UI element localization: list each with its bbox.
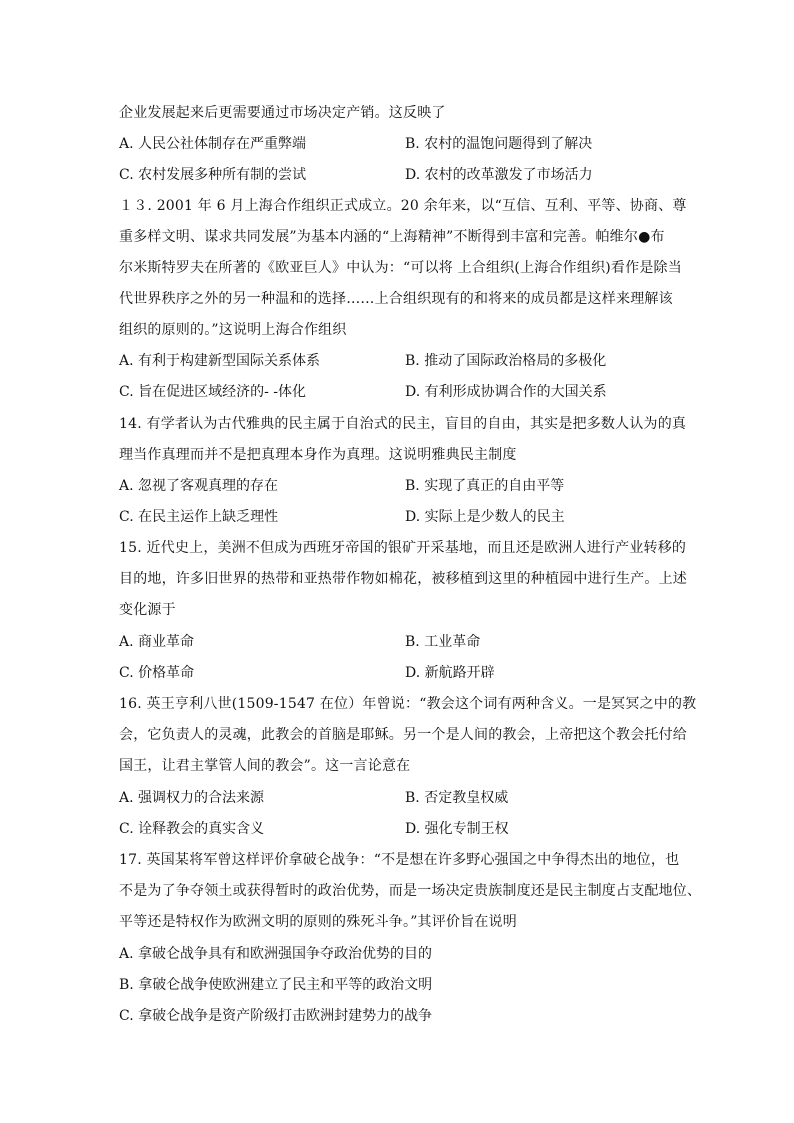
q16-option-d: D. 强化专制王权 — [405, 821, 509, 837]
q17-stem-line: 平等还是特权作为欧洲文明的原则的殊死斗争。”其评价旨在说明 — [119, 914, 517, 930]
q13-stem-line: 组织的原则的。”这说明上海合作组织 — [119, 322, 347, 338]
q13-option-a: A. 有利于构建新型国际关系体系 — [119, 353, 321, 369]
q14-stem-line: 理当作真理而并不是把真理本身作为真理。这说明雅典民主制度 — [119, 447, 517, 463]
q13-stem-line: 重多样文明、谋求共同发展”为基本内涵的“上海精神”不断得到丰富和完善。帕维尔●布 — [119, 229, 665, 245]
q13-option-c: C. 旨在促进区域经济的- -体化 — [119, 384, 307, 400]
q13-stem-line: 代世界秩序之外的另一种温和的选择……上合组织现有的和将来的成员都是这样来理解该 — [119, 291, 673, 307]
q14-option-c: C. 在民主运作上缺乏理性 — [119, 509, 279, 525]
q17-option-c: C. 拿破仑战争是资产阶级打击欧洲封建势力的战争 — [119, 1008, 433, 1024]
q16-stem-line: 会，它负责人的灵魂，此教会的首脑是耶稣。另一个是人间的教会，上帝把这个教会托付给 — [119, 727, 687, 743]
q13-option-b: B. 推动了国际政治格局的多极化 — [405, 353, 607, 369]
q15-option-d: D. 新航路开辟 — [405, 665, 495, 681]
q13-stem-line: 尔米斯特罗夫在所著的《欧亚巨人》中认为：“可以将 上合组织(上海合作组织)看作是除当 — [119, 260, 682, 276]
q15-option-c: C. 价格革命 — [119, 665, 195, 681]
q17-option-b: B. 拿破仑战争使欧洲建立了民主和平等的政治文明 — [119, 977, 433, 993]
q16-option-a: A. 强调权力的合法来源 — [119, 790, 265, 806]
q14-option-b: B. 实现了真正的自由平等 — [405, 478, 565, 494]
q12-option-a: A. 人民公社体制存在严重弊端 — [119, 136, 307, 152]
q16-option-c: C. 诠释教会的真实含义 — [119, 821, 265, 837]
q14-option-a: A. 忽视了客观真理的存在 — [119, 478, 279, 494]
q13-stem-line: １３. 2001 年 6 月上海合作组织正式成立。20 余年来，以“互信、互利、平等、协商、尊 — [119, 198, 687, 214]
q16-stem-line: 16. 英王亨利八世(1509-1547 在位）年曾说：“教会这个词有两种含义。一是冥冥之中的教 — [119, 696, 697, 712]
q14-stem-line: 14. 有学者认为古代雅典的民主属于自治式的民主，盲目的自由，其实是把多数人认为的真 — [119, 416, 687, 432]
q15-stem-line: 目的地，许多旧世界的热带和亚热带作物如棉花，被移植到这里的种植园中进行生产。上述 — [119, 571, 687, 587]
q17-option-a: A. 拿破仑战争具有和欧洲强国争夺政治优势的目的 — [119, 946, 433, 962]
q15-option-a: A. 商业革命 — [119, 634, 195, 650]
q16-option-b: B. 否定教皇权威 — [405, 790, 509, 806]
q13-option-d: D. 有利形成协调合作的大国关系 — [405, 384, 607, 400]
q14-option-d: D. 实际上是少数人的民主 — [405, 509, 565, 525]
q15-stem-line: 15. 近代史上，美洲不但成为西班牙帝国的银矿开采基地，而且还是欧洲人进行产业转移的 — [119, 540, 687, 556]
q15-stem-line: 变化源于 — [119, 602, 176, 618]
q16-stem-line: 国王，让君主掌管人间的教会”。这一言论意在 — [119, 758, 411, 774]
q12-option-d: D. 农村的改革激发了市场活力 — [405, 167, 593, 183]
q15-option-b: B. 工业革命 — [405, 634, 481, 650]
q12-option-b: B. 农村的温饱问题得到了解决 — [405, 136, 593, 152]
q12-option-c: C. 农村发展多种所有制的尝试 — [119, 167, 307, 183]
q12-stem-continuation: 企业发展起来后更需要通过市场决定产销。这反映了 — [119, 105, 446, 121]
q17-stem-line: 17. 英国某将军曾这样评价拿破仑战争：“不是想在许多野心强国之中争得杰出的地位，也 — [119, 852, 680, 868]
q17-stem-line: 不是为了争夺领土或获得暂时的政治优势，而是一场决定贵族制度还是民主制度占支配地位、 — [119, 883, 702, 899]
